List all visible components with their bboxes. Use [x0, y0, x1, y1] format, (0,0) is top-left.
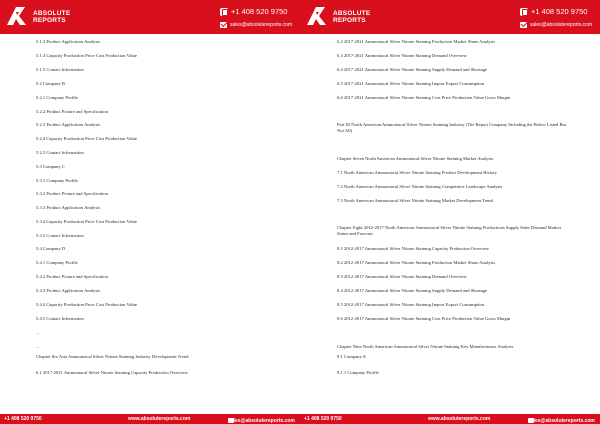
page-right — [300, 0, 600, 424]
footer-email-text[interactable]: sales@absolutereports.com — [228, 418, 295, 424]
toc-entry[interactable]: 6.5 2017-2021 Ammoniacal Silver Nitrate Staining Import Export Consumption — [337, 81, 485, 86]
page-header — [0, 0, 300, 34]
toc-entry[interactable]: 6.4 2017-2021 Ammoniacal Silver Nitrate Staining Supply Demand and Shortage — [337, 67, 488, 72]
toc-entry[interactable]: 6.1 2017-2021 Ammoniacal Silver Nitrate Staining Capacity Production Overview — [36, 370, 188, 375]
toc-entry[interactable]: 7.2 North American Ammoniacal Silver Nitrate Staining Competitive Landscape Analysis — [337, 184, 503, 189]
toc-entry[interactable]: 8.6 2012-2017 Ammoniacal Silver Nitrate Staining Cost Price Production Value Gross Margin — [337, 316, 511, 321]
toc-entry[interactable]: 7.1 North American Ammoniacal Silver Nitrate Staining Product Development History — [337, 170, 497, 175]
toc-entry[interactable]: 5.2.4 Capacity Production Price Cost Production Value — [36, 136, 137, 141]
footer-website-link[interactable]: www.absolutereports.com — [428, 416, 491, 422]
toc-entry[interactable]: 5.2.2 Product Picture and Specification — [36, 109, 108, 114]
toc-entry[interactable]: ... — [36, 344, 40, 349]
toc-entry[interactable]: 8.5 2012-2017 Ammoniacal Silver Nitrate Staining Import Export Consumption — [337, 302, 485, 307]
toc-entry[interactable]: 5.3 Company C — [36, 164, 65, 169]
toc-entry[interactable]: 8.2 2012-2017 Ammoniacal Silver Nitrate Staining Production Market Share Analysis — [337, 260, 496, 265]
mail-icon — [220, 22, 227, 28]
toc-entry[interactable]: Chapter Seven North American Ammoniacal Silver Nitrate Staining Market Analysis — [337, 156, 494, 161]
toc-entry[interactable]: 5.4.3 Product Application Analysis — [36, 288, 101, 293]
toc-entry[interactable]: ... — [36, 330, 40, 335]
toc-entry[interactable]: 5.3.2 Product Picture and Specification — [36, 191, 108, 196]
header-email-text[interactable]: sales@absolutereports.com — [529, 21, 592, 28]
header-email-text[interactable]: sales@absolutereports.com — [229, 21, 292, 28]
toc-entry[interactable]: Chapter Nine North American Ammoniacal Silver Nitrate Staining Key Manufacturers Analysis — [337, 344, 514, 349]
phone-icon — [220, 8, 228, 16]
toc-entry[interactable]: 8.4 2012-2017 Ammoniacal Silver Nitrate Staining Supply Demand and Shortage — [337, 288, 488, 293]
brand-logo — [5, 4, 71, 30]
toc-entry[interactable]: 5.2 Company B — [36, 81, 65, 86]
toc-entry[interactable]: 5.4 Company D — [36, 246, 66, 251]
toc-entry[interactable]: 5.3.5 Contact Information — [36, 233, 84, 238]
footer-website-link[interactable]: www.absolutereports.com — [128, 416, 191, 422]
brand-name — [333, 10, 370, 24]
toc-entry[interactable]: 6.6 2017-2021 Ammoniacal Silver Nitrate Staining Cost Price Production Value Gross Margin — [337, 95, 511, 100]
toc-entry[interactable]: 5.3.1 Company Profile — [36, 178, 78, 183]
phone-icon — [520, 8, 528, 16]
toc-entry[interactable]: 8.1 2012-2017 Ammoniacal Silver Nitrate Staining Capacity Production Overview — [337, 246, 489, 251]
toc-entry[interactable]: 5.4.4 Capacity Production Price Cost Production Value — [36, 302, 137, 307]
logo-mark-icon — [5, 4, 29, 28]
toc-entry[interactable]: 8.3 2012-2017 Ammoniacal Silver Nitrate Staining Demand Overview — [337, 274, 467, 279]
logo-mark-icon — [305, 4, 329, 28]
toc-entry[interactable]: 9.1.1 Company Profile — [337, 370, 379, 375]
toc-entry[interactable]: 9.1 Company A — [337, 354, 366, 359]
page-footer — [300, 414, 600, 424]
brand-line-1: ABSOLUTE — [333, 10, 371, 17]
toc-entry[interactable]: Chapter Six Asia Ammoniacal Silver Nitrate Staining Industry Development Trend — [36, 354, 189, 359]
toc-entry[interactable]: 7.3 North American Ammoniacal Silver Nitrate Staining Market Development Trend — [337, 198, 493, 203]
toc-entry[interactable]: 5.1.5 Contact Information — [36, 67, 84, 72]
toc-entry[interactable]: 6.3 2017-2021 Ammoniacal Silver Nitrate Staining Demand Overview — [337, 53, 467, 58]
toc-entry[interactable]: 5.3.3 Product Application Analysis — [36, 205, 101, 210]
brand-logo — [305, 4, 371, 30]
brand-name — [33, 10, 70, 24]
toc-entry[interactable]: Part III North American Ammoniacal Silver Nitrate Staining Industry (The Report Company Including the Below Listed But Not All) — [337, 122, 567, 133]
toc-entry[interactable]: 5.4.1 Company Profile — [36, 260, 78, 265]
brand-line-1: ABSOLUTE — [33, 10, 71, 17]
footer-phone: +1 408 520 9750 — [304, 416, 342, 422]
header-phone-text: +1 408 520 9750 — [230, 7, 288, 16]
toc-entry[interactable]: 5.4.5 Contact Information — [36, 316, 84, 321]
header-phone-text: +1 408 520 9750 — [530, 7, 588, 16]
mail-icon — [520, 22, 527, 28]
toc-entry[interactable]: 5.3.4 Capacity Production Price Cost Production Value — [36, 219, 137, 224]
toc-entry[interactable]: 5.4.2 Product Picture and Specification — [36, 274, 108, 279]
toc-entry[interactable]: 5.2.1 Company Profile — [36, 95, 78, 100]
header-phone — [220, 6, 292, 17]
toc-entry[interactable]: 6.2 2017-2021 Ammoniacal Silver Nitrate Staining Production Market Share Analysis — [337, 39, 496, 44]
brand-line-2: REPORTS — [33, 17, 66, 24]
toc-entry[interactable]: Chapter Eight 2012-2017 North American Ammoniacal Silver Nitrate Staining Productions Supply Sales Demand Market Status and Forecast — [337, 225, 561, 236]
toc-entry[interactable]: 5.1.3 Product Application Analysis — [36, 39, 101, 44]
header-email[interactable] — [220, 19, 292, 30]
footer-email-text[interactable]: sales@absolutereports.com — [528, 418, 595, 424]
footer-phone: +1 408 520 9750 — [4, 416, 42, 422]
header-email[interactable] — [520, 19, 592, 30]
header-contact — [520, 6, 592, 30]
page-header — [300, 0, 600, 34]
toc-entry[interactable]: 5.1.4 Capacity Production Price Cost Production Value — [36, 53, 137, 58]
toc-entry[interactable]: 5.2.3 Product Application Analysis — [36, 122, 101, 127]
header-phone — [520, 6, 592, 17]
toc-entry[interactable]: 5.2.5 Contact Information — [36, 150, 84, 155]
page-footer — [0, 414, 300, 424]
header-contact — [220, 6, 292, 30]
brand-line-2: REPORTS — [333, 17, 366, 24]
